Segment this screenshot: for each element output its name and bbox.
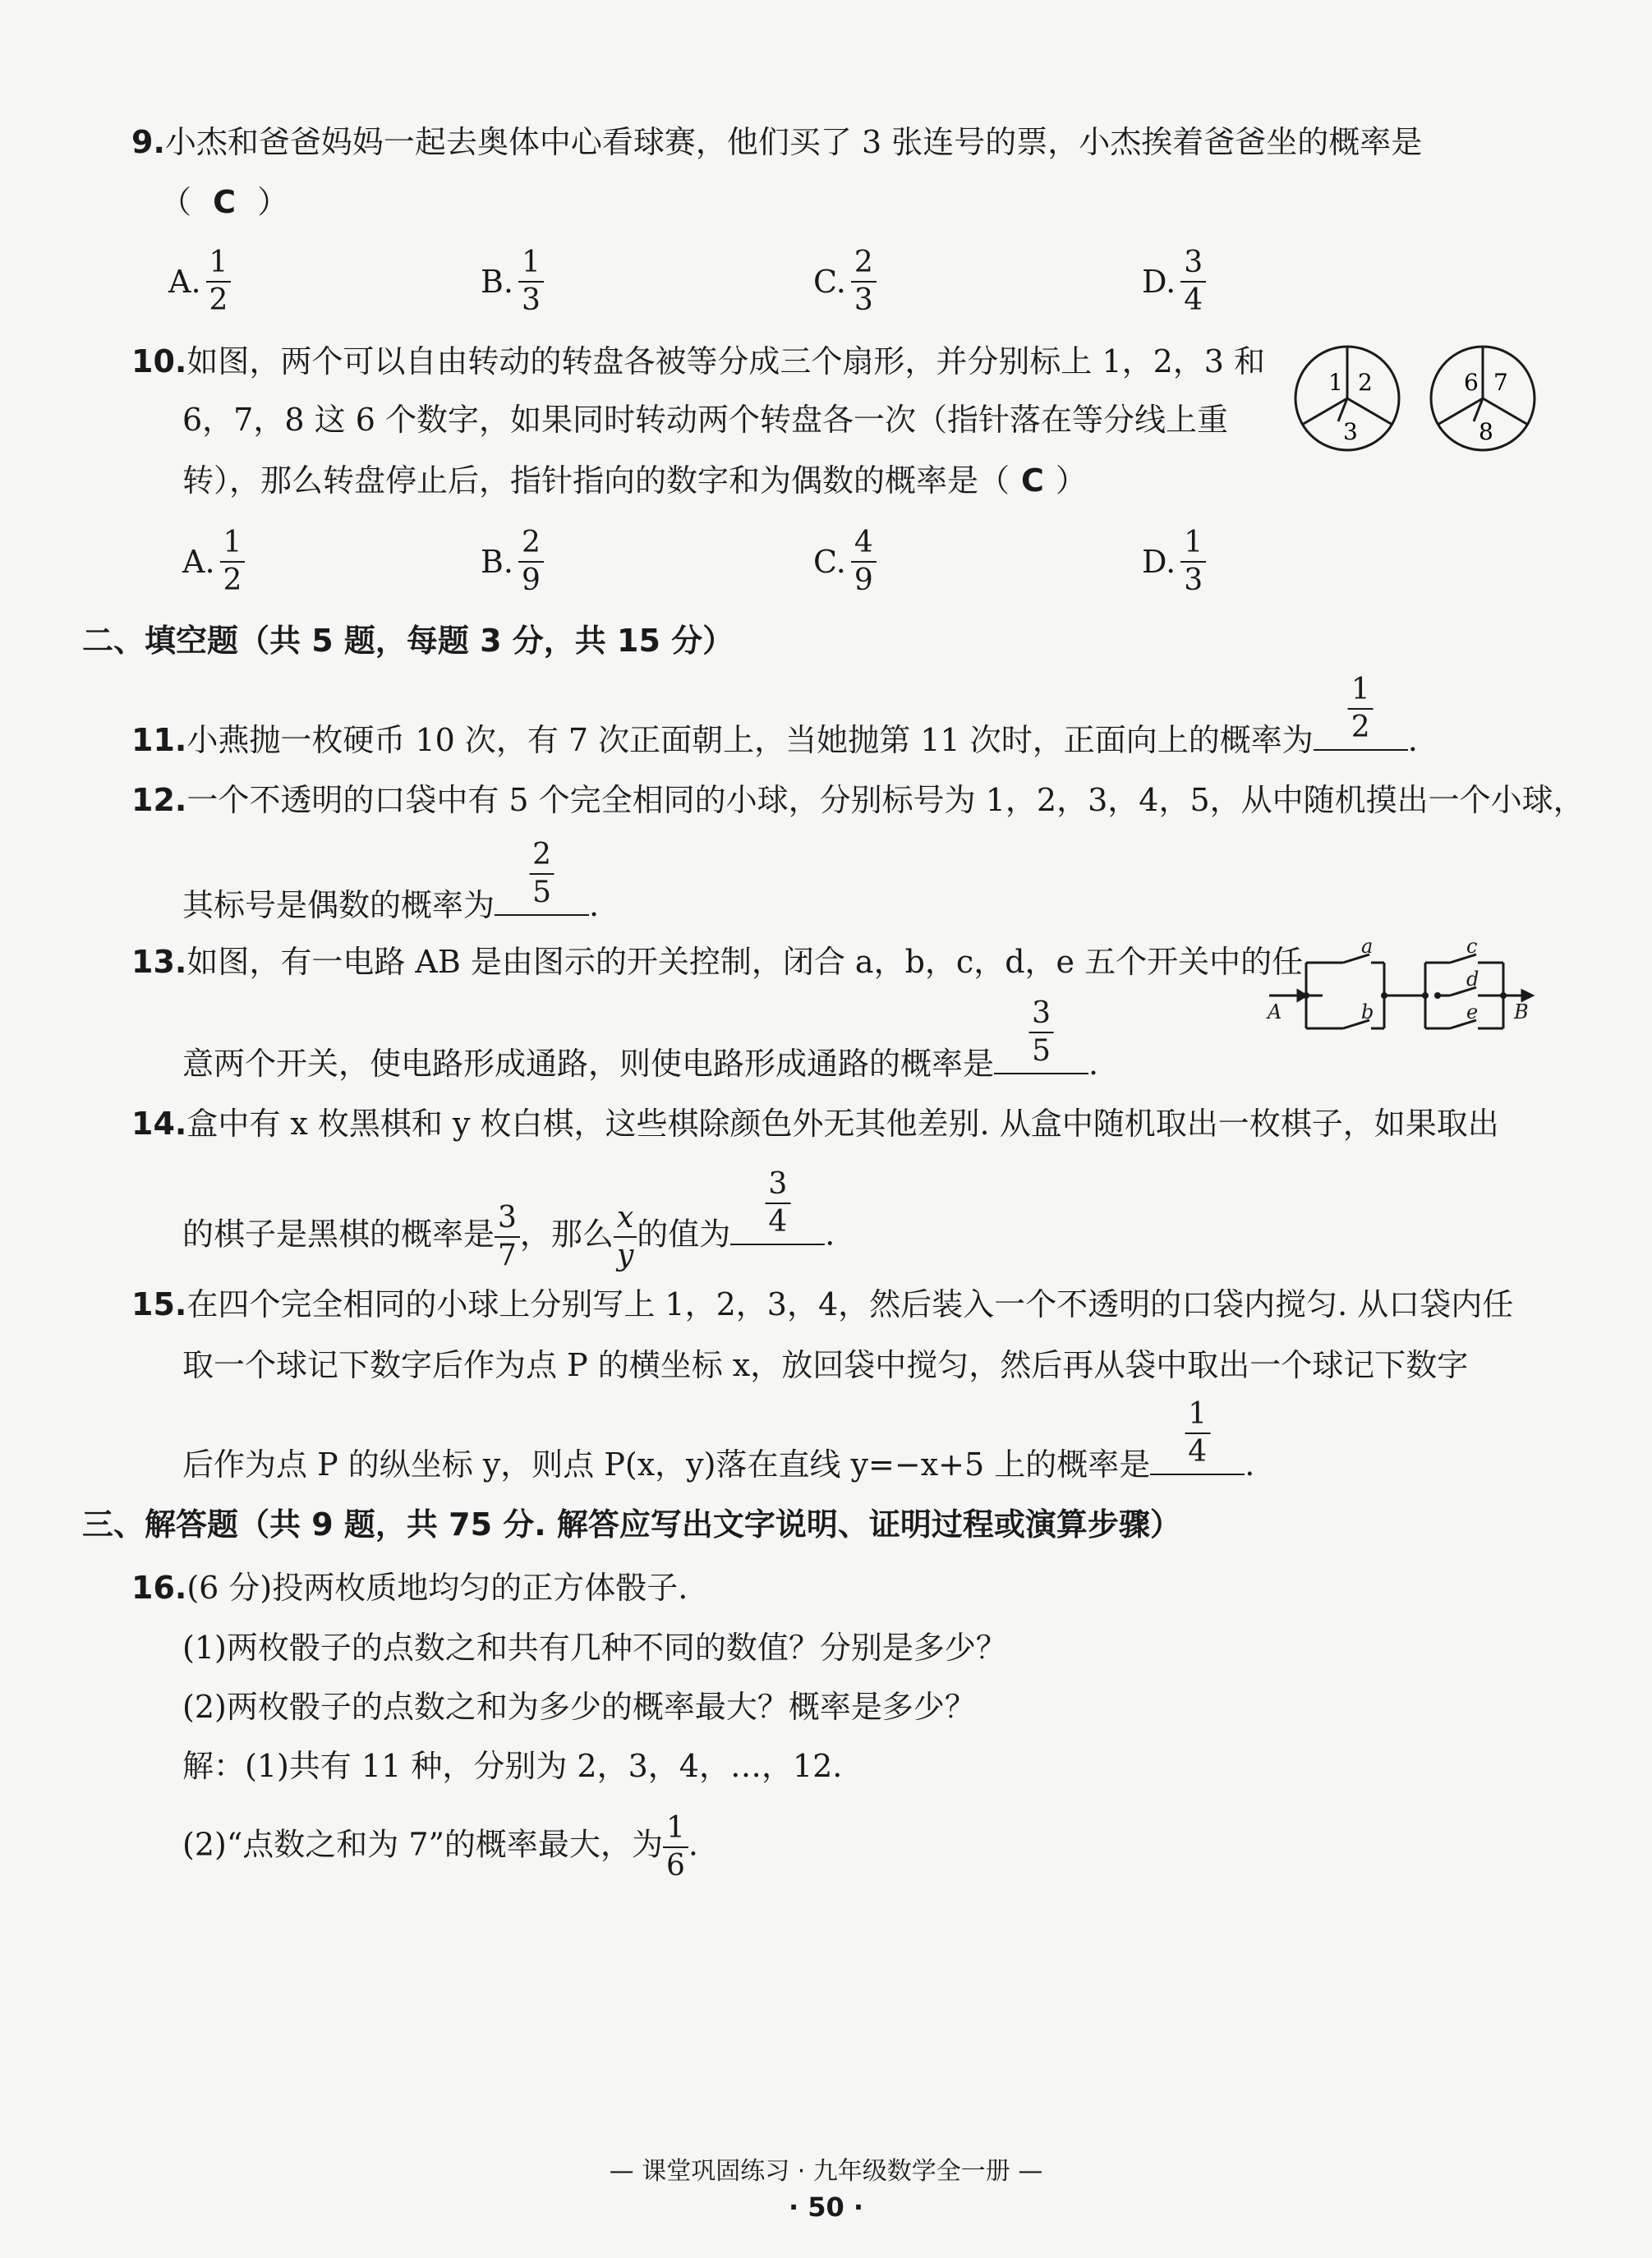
q9-answer: C: [213, 184, 236, 220]
page-number: · 50 ·: [788, 2191, 864, 2223]
spinner-1: [1295, 347, 1399, 450]
section-answer-title: 三、解答题（共 9 题，共 75 分. 解答应写出文字说明、证明过程或演算步骤）: [82, 1506, 1181, 1543]
q10-number: 10.: [131, 343, 187, 379]
q14-answer-blank: [730, 1166, 825, 1245]
q15-answer: $\frac{1}{4}$: [1185, 1400, 1210, 1467]
q9-option-c: C. $\frac{2}{3}$: [813, 248, 877, 315]
spinner-1-label: 2: [1358, 369, 1373, 396]
q10-option-c: C. $\frac{4}{9}$: [813, 528, 877, 596]
q9-answer-line: [160, 179, 288, 225]
q14-line2: 的棋子是黑棋的概率是 $\frac{3}{7}$ ，那么 $\frac{x}{y}$ 的值为 $\frac{3}{4}$ .: [182, 1166, 835, 1272]
label-A: A: [1268, 1000, 1282, 1023]
q16-stem: 16.(6 分)投两枚质地均匀的正方体骰子.: [131, 1570, 688, 1606]
q15-line1: 15.在四个完全相同的小球上分别写上 1，2，3，4，然后装入一个不透明的口袋内搅匀. 从口袋内任: [131, 1286, 1514, 1322]
q9-text: 小杰和爸爸妈妈一起去奥体中心看球赛，他们买了 3 张连号的票，小杰挨着爸爸坐的概率是: [164, 124, 1423, 160]
footer-title: — 课堂巩固练习 · 九年级数学全一册 —: [609, 2157, 1043, 2186]
q16-part1: (1)两枚骰子的点数之和共有几种不同的数值？分别是多少？: [182, 1630, 1007, 1666]
q13-answer: $\frac{3}{5}$: [1028, 999, 1054, 1066]
q14-line1: 14.盒中有 x 枚黑棋和 y 枚白棋，这些棋除颜色外无其他差别. 从盒中随机取出一枚棋子，如果取出: [131, 1106, 1499, 1142]
q9-option-d: D. $\frac{3}{4}$: [1142, 248, 1206, 315]
q9-option-b: B. $\frac{1}{3}$: [481, 248, 544, 315]
q9-option-a: A. $\frac{1}{2}$: [168, 248, 231, 315]
q10-option-a: A. $\frac{1}{2}$: [182, 528, 245, 596]
spinner-2-label: 7: [1493, 369, 1508, 396]
q9-option-d-fraction: $\frac{3}{4}$: [1180, 248, 1206, 315]
q15-answer-blank: [1150, 1397, 1245, 1475]
q13-answer-blank: [994, 996, 1088, 1074]
q9-option-b-fraction: $\frac{1}{3}$: [518, 248, 544, 315]
q10-line2: 6，7，8 这 6 个数字，如果同时转动两个转盘各一次（指针落在等分线上重: [182, 402, 1228, 438]
label-d: d: [1466, 968, 1479, 991]
q10-spinners-figure: [1286, 333, 1548, 464]
q9-number: 9.: [131, 124, 165, 160]
q10-option-d: D. $\frac{1}{3}$: [1142, 528, 1206, 596]
spinner-2-label: 6: [1464, 369, 1479, 396]
label-e: e: [1466, 1000, 1479, 1023]
q9-stem: [131, 119, 1422, 165]
q13-line2: 意两个开关，使电路形成通路，则使电路形成通路的概率是 $\frac{3}{5}$ .: [182, 996, 1099, 1082]
q14-answer: $\frac{3}{4}$: [765, 1170, 790, 1237]
q15-line3: 后作为点 P 的纵坐标 y，则点 P(x，y)落在直线 y=−x+5 上的概率是 $\frac{1}{4}$ .: [182, 1397, 1255, 1483]
q16-part2: (2)两枚骰子的点数之和为多少的概率最大？概率是多少？: [182, 1689, 976, 1725]
q14-probability: $\frac{3}{7}$: [495, 1203, 520, 1271]
q10-option-b: B. $\frac{2}{9}$: [481, 528, 544, 596]
q12-line2: 其标号是偶数的概率为 $\frac{2}{5}$ .: [182, 838, 600, 923]
q9-option-a-fraction: $\frac{1}{2}$: [206, 248, 232, 315]
q10-line1: 10.如图，两个可以自由转动的转盘各被等分成三个扇形，并分别标上 1，2，3 和: [131, 343, 1266, 379]
label-c: c: [1466, 936, 1478, 958]
q13-circuit-diagram: [1261, 936, 1540, 1043]
q9-paren-open: （: [160, 184, 192, 220]
label-b: b: [1361, 1000, 1374, 1023]
spinner-2-label: 8: [1479, 418, 1493, 445]
label-B: B: [1514, 1000, 1529, 1023]
q12-line1: 12.一个不透明的口袋中有 5 个完全相同的小球，分别标号为 1，2，3，4，5，从中随机摸出一个小球，: [131, 782, 1585, 818]
q16-solution2: (2)“点数之和为 7”的概率最大，为 $\frac{1}{6}$ .: [182, 1811, 698, 1883]
q12-answer-blank: [495, 838, 589, 916]
q16-solution2-fraction: $\frac{1}{6}$: [663, 1814, 688, 1881]
q12-answer: $\frac{2}{5}$: [529, 840, 555, 908]
q14-ratio: $\frac{x}{y}$: [614, 1203, 637, 1271]
q10-answer: C: [1021, 462, 1044, 499]
q15-line2: 取一个球记下数字后作为点 P 的横坐标 x，放回袋中搅匀，然后再从袋中取出一个球记下数字: [182, 1347, 1469, 1383]
section-fill-in-title: 二、填空题（共 5 题，每题 3 分，共 15 分）: [82, 623, 734, 659]
label-a: a: [1361, 936, 1374, 958]
q10-line3: 转），那么转盘停止后，指针指向的数字和为偶数的概率是（ C ）: [182, 462, 1087, 499]
q16-solution1: 解：(1)共有 11 种，分别为 2，3，4，…，12.: [182, 1748, 843, 1784]
q9-option-c-fraction: $\frac{2}{3}$: [851, 248, 877, 315]
q11-answer: $\frac{1}{2}$: [1348, 675, 1374, 743]
q11-answer-blank: [1314, 673, 1408, 751]
spinner-2: [1431, 347, 1535, 450]
spinner-1-label: 3: [1343, 418, 1358, 445]
q13-line1: 13.如图，有一电路 AB 是由图示的开关控制，闭合 a，b，c，d，e 五个开关中的任: [131, 944, 1304, 980]
spinner-1-label: 1: [1328, 369, 1343, 396]
q11: 11.小燕抛一枚硬币 10 次，有 7 次正面朝上，当她抛第 11 次时，正面向上的概率为 $\frac{1}{2}$ .: [131, 673, 1418, 758]
q9-paren-close: ）: [257, 184, 289, 220]
